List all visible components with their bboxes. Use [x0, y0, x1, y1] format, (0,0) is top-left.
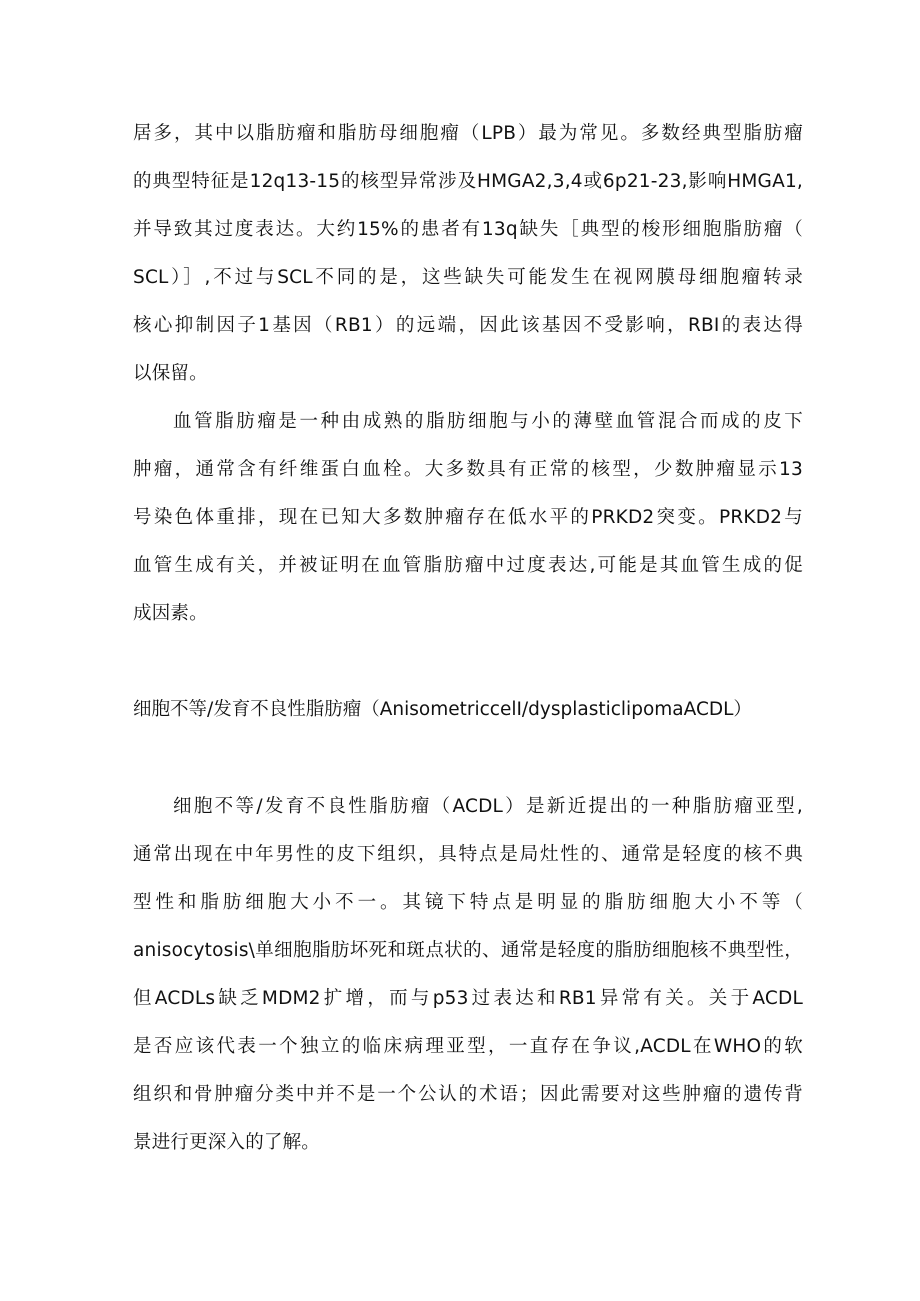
paragraph-3-line-4: anisocytosis\单细胞脂肪坏死和斑点状的、通常是轻度的脂肪细胞核不典型性，: [133, 940, 803, 961]
paragraph-3-line-6: 是否应该代表一个独立的临床病理亚型，一直存在争议,ACDL在WHO的软: [133, 1036, 803, 1057]
paragraph-1-line-3: 并导致其过度表达。大约15%的患者有13q缺失［典型的梭形细胞脂肪瘤（: [133, 219, 803, 240]
paragraph-3-line-8: 景进行更深入的了解。: [133, 1132, 321, 1153]
paragraph-3-line-1: 细胞不等/发育不良性脂肪瘤（ACDL）是新近提出的一种脂肪瘤亚型,: [173, 796, 803, 817]
paragraph-3-line-5: 但ACDLs缺乏MDM2扩增，而与p53过表达和RB1异常有关。关于ACDL: [133, 988, 803, 1009]
paragraph-3-line-2: 通常出现在中年男性的皮下组织，具特点是局灶性的、通常是轻度的核不典: [133, 844, 803, 865]
paragraph-1-line-4: SCL）］,不过与SCL不同的是，这些缺失可能发生在视网膜母细胞瘤转录: [133, 267, 803, 288]
paragraph-3-line-7: 组织和骨肿瘤分类中并不是一个公认的术语；因此需要对这些肿瘤的遗传背: [133, 1084, 803, 1105]
paragraph-2-line-2: 肿瘤，通常含有纤维蛋白血栓。大多数具有正常的核型，少数肿瘤显示13: [133, 459, 803, 480]
paragraph-2-line-1: 血管脂肪瘤是一种由成熟的脂肪细胞与小的薄壁血管混合而成的皮下: [173, 411, 803, 432]
paragraph-1-line-1: 居多，其中以脂肪瘤和脂肪母细胞瘤（LPB）最为常见。多数经典型脂肪瘤: [133, 123, 803, 144]
paragraph-2-line-3: 号染色体重排，现在已知大多数肿瘤存在低水平的PRKD2突变。PRKD2与: [133, 507, 803, 528]
paragraph-1-line-2: 的典型特征是12q13-15的核型异常涉及HMGA2,3,4或6p21-23,影响HMGA1,: [133, 171, 803, 192]
paragraph-1-line-6: 以保留。: [133, 363, 208, 384]
paragraph-2-line-5: 成因素。: [133, 603, 208, 624]
paragraph-1-line-5: 核心抑制因子1基因（RB1）的远端，因此该基因不受影响，RBI的表达得: [133, 315, 803, 336]
paragraph-3-line-3: 型性和脂肪细胞大小不一。其镜下特点是明显的脂肪细胞大小不等（: [133, 892, 803, 913]
section-heading: 细胞不等/发育不良性脂肪瘤（AnisometriccelI/dysplasticlipomaACDL）: [133, 699, 752, 720]
paragraph-2-line-4: 血管生成有关，并被证明在血管脂肪瘤中过度表达,可能是其血管生成的促: [133, 555, 803, 576]
